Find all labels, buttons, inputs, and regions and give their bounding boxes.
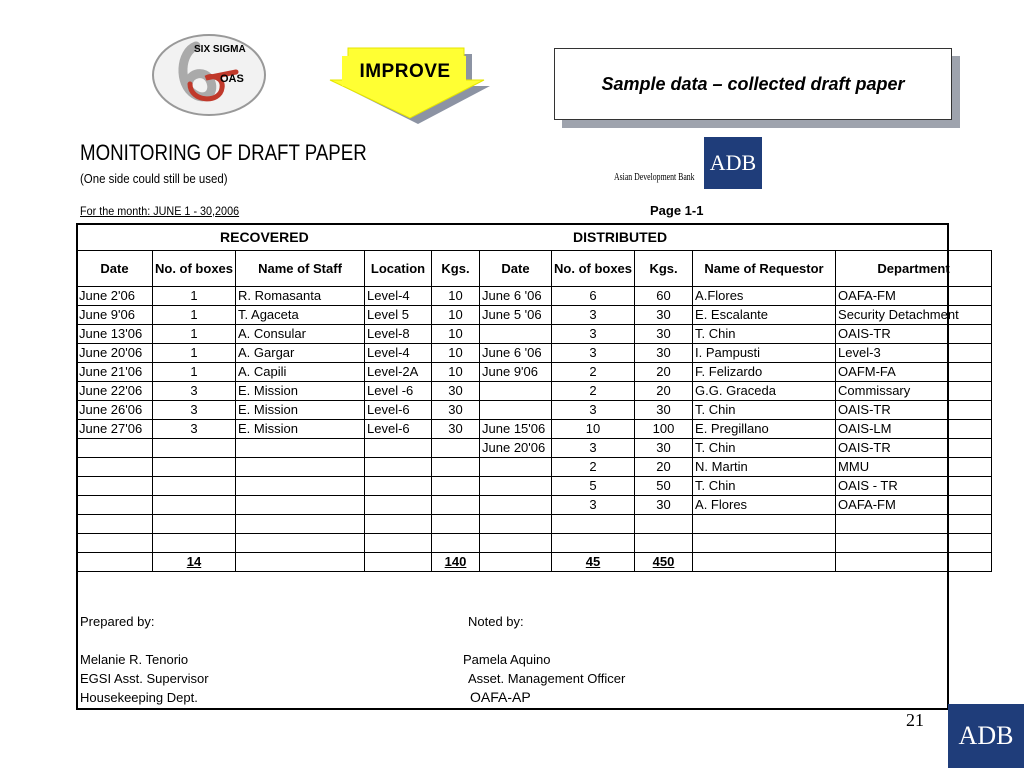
table-cell: June 26'06 [77, 401, 153, 420]
table-cell: Level-6 [365, 420, 432, 439]
table-cell: 20 [635, 363, 693, 382]
table-row [77, 439, 992, 458]
table-cell: 3 [552, 344, 635, 363]
sigma-logo-text-bottom: OAS [220, 73, 244, 85]
table-cell: 3 [153, 382, 236, 401]
table-row [77, 344, 992, 363]
table-cell [635, 515, 693, 534]
table-cell: A.Flores [693, 287, 836, 306]
table-cell [153, 477, 236, 496]
document-title: MONITORING OF DRAFT PAPER [80, 140, 367, 165]
table-cell [77, 477, 153, 496]
table-cell: 30 [635, 496, 693, 515]
table-cell: T. Chin [693, 401, 836, 420]
table-cell [836, 534, 992, 553]
table-cell [693, 534, 836, 553]
table-cell: F. Felizardo [693, 363, 836, 382]
table-row [77, 401, 992, 420]
table-cell [77, 534, 153, 553]
table-row [77, 496, 992, 515]
table-row [77, 534, 992, 553]
table-cell [480, 382, 552, 401]
table-cell: 30 [635, 325, 693, 344]
table-cell [153, 496, 236, 515]
table-cell: 3 [552, 325, 635, 344]
table-cell: 1 [153, 363, 236, 382]
table-cell [480, 458, 552, 477]
table-cell [552, 534, 635, 553]
prepared-by-title: EGSI Asst. Supervisor [80, 671, 209, 686]
table-cell [236, 534, 365, 553]
table-cell: 3 [552, 401, 635, 420]
table-cell [552, 515, 635, 534]
document-subtitle: (One side could still be used) [80, 171, 228, 186]
table-cell [365, 553, 432, 572]
table-cell [480, 325, 552, 344]
table-cell: E. Escalante [693, 306, 836, 325]
table-cell: OAFA-FM [836, 496, 992, 515]
table-cell [77, 553, 153, 572]
table-cell: T. Chin [693, 325, 836, 344]
table-row [77, 325, 992, 344]
recovered-section-label: RECOVERED [220, 229, 309, 245]
table-cell [480, 515, 552, 534]
table-cell [236, 439, 365, 458]
table-cell: 45 [552, 553, 635, 572]
table-cell: Department [836, 251, 992, 287]
table-cell: OAFA-FM [836, 287, 992, 306]
table-cell [432, 439, 480, 458]
table-cell [365, 496, 432, 515]
table-cell: 6 [552, 287, 635, 306]
prepared-by-dept: Housekeeping Dept. [80, 690, 198, 705]
table-cell: 1 [153, 287, 236, 306]
table-cell: June 6 '06 [480, 344, 552, 363]
table-cell: 2 [552, 458, 635, 477]
table-cell [365, 439, 432, 458]
table-cell: June 20'06 [480, 439, 552, 458]
table-cell: 3 [552, 496, 635, 515]
table-cell [693, 553, 836, 572]
table-cell: A. Capili [236, 363, 365, 382]
table-cell [480, 401, 552, 420]
table-cell: 30 [635, 401, 693, 420]
table-cell: Level -6 [365, 382, 432, 401]
table-cell [432, 477, 480, 496]
table-cell: 3 [153, 420, 236, 439]
page-label: Page 1-1 [650, 203, 704, 218]
table-row [77, 477, 992, 496]
table-cell: 10 [552, 420, 635, 439]
table-cell [365, 458, 432, 477]
table-cell: OAIS-LM [836, 420, 992, 439]
table-cell: Name of Requestor [693, 251, 836, 287]
phase-label: IMPROVE [359, 61, 451, 82]
table-header-row [77, 251, 992, 287]
table-row [77, 458, 992, 477]
table-row [77, 306, 992, 325]
table-cell: 20 [635, 458, 693, 477]
table-cell: 450 [635, 553, 693, 572]
table-cell: OAIS - TR [836, 477, 992, 496]
table-row [77, 515, 992, 534]
table-cell: 30 [432, 401, 480, 420]
table-cell: Commissary [836, 382, 992, 401]
table-row [77, 363, 992, 382]
sigma-logo-text-top: SIX SIGMA [194, 44, 246, 55]
table-cell [480, 496, 552, 515]
table-cell: 30 [635, 344, 693, 363]
six-sigma-logo [150, 32, 268, 118]
table-cell: Level-4 [365, 344, 432, 363]
table-cell [432, 496, 480, 515]
table-cell: 3 [552, 306, 635, 325]
table-cell [236, 477, 365, 496]
table-cell: June 27'06 [77, 420, 153, 439]
table-cell [635, 534, 693, 553]
table-cell: Date [77, 251, 153, 287]
table-cell: June 9'06 [77, 306, 153, 325]
noted-by-dept: OAFA-AP [470, 689, 531, 705]
table-cell [77, 515, 153, 534]
table-cell: June 2'06 [77, 287, 153, 306]
table-cell: Level-3 [836, 344, 992, 363]
table-cell: 10 [432, 287, 480, 306]
table-cell: 30 [635, 306, 693, 325]
section-header-bar [78, 225, 945, 251]
table-cell: June 21'06 [77, 363, 153, 382]
table-cell: Location [365, 251, 432, 287]
table-cell: R. Romasanta [236, 287, 365, 306]
table-cell [236, 458, 365, 477]
noted-by-name: Pamela Aquino [463, 652, 551, 667]
table-cell: Date [480, 251, 552, 287]
table-cell: June 15'06 [480, 420, 552, 439]
distributed-section-label: DISTRIBUTED [573, 229, 668, 245]
noted-by-label: Noted by: [468, 614, 524, 629]
adb-footer-logo: ADB [948, 704, 1024, 768]
table-cell: 5 [552, 477, 635, 496]
table-cell: No. of boxes [153, 251, 236, 287]
table-cell [236, 515, 365, 534]
table-cell: June 9'06 [480, 363, 552, 382]
table-cell: T. Agaceta [236, 306, 365, 325]
table-cell [77, 458, 153, 477]
table-cell: Level-4 [365, 287, 432, 306]
table-cell: Kgs. [635, 251, 693, 287]
table-cell: OAIS-TR [836, 439, 992, 458]
table-cell [365, 477, 432, 496]
table-cell: T. Chin [693, 439, 836, 458]
table-cell: E. Mission [236, 401, 365, 420]
table-cell: 50 [635, 477, 693, 496]
noted-by-title: Asset. Management Officer [468, 671, 626, 686]
table-cell [432, 458, 480, 477]
table-cell [480, 477, 552, 496]
table-cell: Security Detachment [836, 306, 992, 325]
table-cell: June 13'06 [77, 325, 153, 344]
table-cell: OAIS-TR [836, 325, 992, 344]
table-cell [836, 553, 992, 572]
table-cell [432, 534, 480, 553]
table-cell: Level-6 [365, 401, 432, 420]
table-cell: A. Gargar [236, 344, 365, 363]
table-cell: MMU [836, 458, 992, 477]
table-totals-row [77, 553, 992, 572]
slide-title: Sample data – collected draft paper [554, 48, 952, 120]
table-cell: Level 5 [365, 306, 432, 325]
table-cell [836, 515, 992, 534]
table-cell: E. Pregillano [693, 420, 836, 439]
table-cell [77, 496, 153, 515]
table-cell: June 20'06 [77, 344, 153, 363]
table-cell: 2 [552, 382, 635, 401]
table-cell: 20 [635, 382, 693, 401]
table-cell: 140 [432, 553, 480, 572]
table-cell: 30 [635, 439, 693, 458]
table-cell: A. Flores [693, 496, 836, 515]
prepared-by-name: Melanie R. Tenorio [80, 652, 189, 667]
table-cell: 3 [153, 401, 236, 420]
table-cell: 14 [153, 553, 236, 572]
table-cell: June 6 '06 [480, 287, 552, 306]
table-cell: 10 [432, 344, 480, 363]
table-cell: 2 [552, 363, 635, 382]
table-cell [153, 458, 236, 477]
month-line: For the month: JUNE 1 - 30,2006 [80, 204, 240, 218]
table-cell [153, 515, 236, 534]
table-cell [480, 534, 552, 553]
table-cell: 30 [432, 420, 480, 439]
adb-logo: ADB [704, 137, 762, 189]
table-cell: G.G. Graceda [693, 382, 836, 401]
table-cell [693, 515, 836, 534]
table-cell: 10 [432, 363, 480, 382]
table-cell [153, 534, 236, 553]
table-cell [77, 439, 153, 458]
table-cell: Level-2A [365, 363, 432, 382]
slide-number: 21 [906, 710, 924, 730]
table-cell: OAFM-FA [836, 363, 992, 382]
table-cell: E. Mission [236, 420, 365, 439]
table-cell [236, 496, 365, 515]
table-cell: 3 [552, 439, 635, 458]
table-cell [365, 534, 432, 553]
table-cell: No. of boxes [552, 251, 635, 287]
table-cell: Level-8 [365, 325, 432, 344]
table-cell: T. Chin [693, 477, 836, 496]
draft-paper-table [76, 250, 992, 572]
table-cell: 1 [153, 325, 236, 344]
table-cell: Kgs. [432, 251, 480, 287]
org-name: Asian Development Bank [614, 172, 695, 183]
table-cell: 1 [153, 306, 236, 325]
table-cell [153, 439, 236, 458]
table-row [77, 420, 992, 439]
table-cell: Name of Staff [236, 251, 365, 287]
table-cell: 60 [635, 287, 693, 306]
table-cell: 10 [432, 325, 480, 344]
table-cell: 30 [432, 382, 480, 401]
table-cell: 10 [432, 306, 480, 325]
table-cell: June 5 '06 [480, 306, 552, 325]
table-row [77, 287, 992, 306]
table-cell: June 22'06 [77, 382, 153, 401]
table-cell [480, 553, 552, 572]
table-cell: E. Mission [236, 382, 365, 401]
table-cell: I. Pampusti [693, 344, 836, 363]
table-cell [236, 553, 365, 572]
table-cell: 1 [153, 344, 236, 363]
table-cell: N. Martin [693, 458, 836, 477]
table-cell: 100 [635, 420, 693, 439]
prepared-by-label: Prepared by: [80, 614, 155, 629]
table-cell [432, 515, 480, 534]
table-cell: A. Consular [236, 325, 365, 344]
table-cell: OAIS-TR [836, 401, 992, 420]
table-row [77, 382, 992, 401]
table-cell [365, 515, 432, 534]
